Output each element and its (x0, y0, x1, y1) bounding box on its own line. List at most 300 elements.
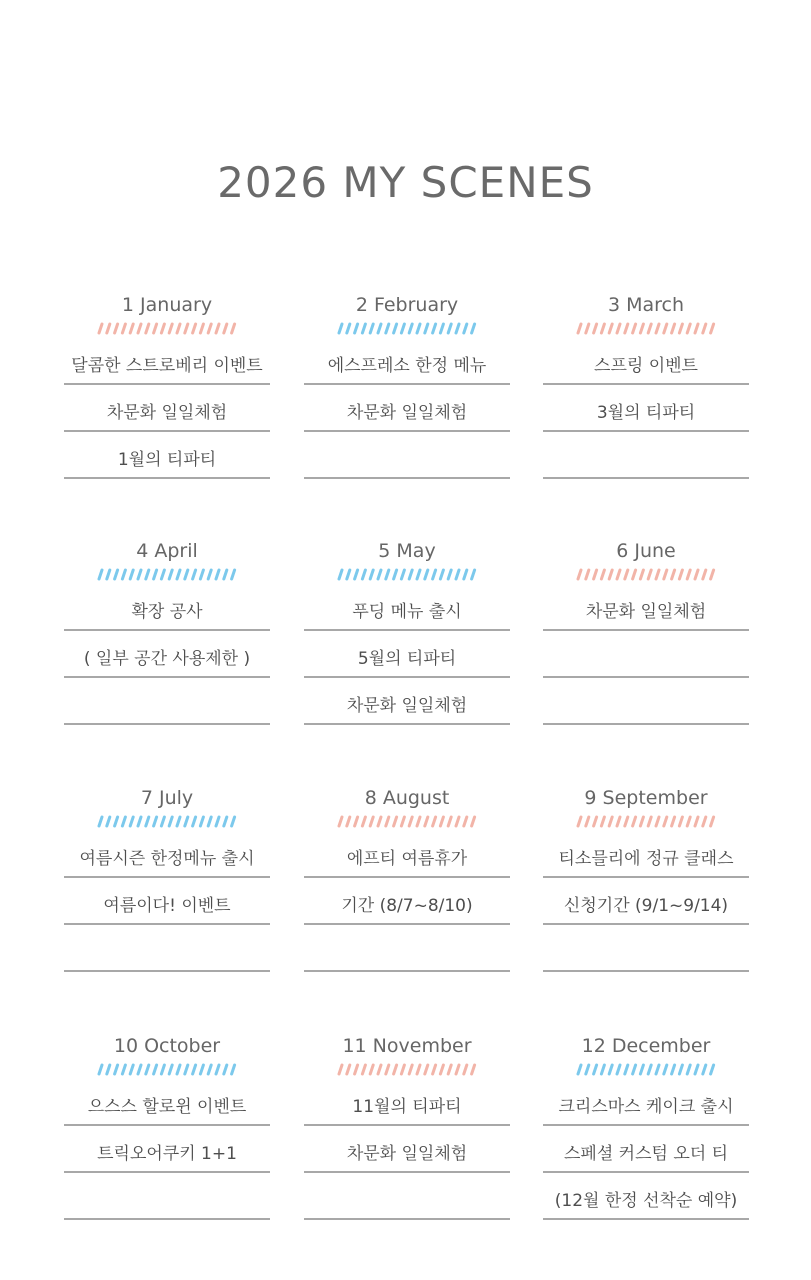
underline-dash (401, 570, 404, 579)
underline-dash (648, 1065, 651, 1074)
underline-dash (578, 817, 581, 826)
underline-dash (687, 324, 690, 333)
schedule-line (543, 432, 749, 479)
underline-dash (208, 1065, 211, 1074)
underline-dash (232, 1065, 235, 1074)
underline-dash (362, 1065, 365, 1074)
underline-dash (440, 570, 443, 579)
month-underline-dashes (96, 1063, 238, 1077)
underline-dash (464, 570, 467, 579)
underline-dash (339, 324, 342, 333)
schedule-item: 신청기간 (9/1~9/14) (563, 896, 729, 916)
schedule-line (543, 1126, 749, 1173)
underline-dash (401, 1065, 404, 1074)
schedule-item: 티소믈리에 정규 클래스 (558, 849, 734, 869)
underline-dash (594, 817, 597, 826)
underline-dash (115, 570, 118, 579)
underline-dash (200, 570, 203, 579)
underline-dash (448, 324, 451, 333)
underline-dash (472, 1065, 475, 1074)
schedule-line (304, 678, 510, 725)
schedule-line (64, 925, 270, 972)
underline-dash (386, 1065, 389, 1074)
underline-dash (99, 1065, 102, 1074)
underline-dash (695, 324, 698, 333)
underline-dash (425, 1065, 428, 1074)
underline-dash (440, 324, 443, 333)
month-title: 5 May (378, 540, 436, 562)
underline-dash (711, 817, 714, 826)
month-underline-dashes (575, 815, 717, 829)
month-block-9-september (543, 785, 749, 972)
month-block-3-march (543, 292, 749, 479)
underline-dash (472, 817, 475, 826)
underline-dash (464, 1065, 467, 1074)
month-title: 10 October (113, 1035, 221, 1057)
month-block-12-december (543, 1033, 749, 1220)
underline-dash (687, 817, 690, 826)
schedule-item: 차문화 일일체험 (346, 696, 468, 716)
underline-dash (370, 324, 373, 333)
month-underline-dashes (575, 322, 717, 336)
underline-dash (617, 817, 620, 826)
month-block-7-july (64, 785, 270, 972)
underline-dash (578, 1065, 581, 1074)
underline-dash (185, 817, 188, 826)
schedule-item: 스페셜 커스텀 오더 티 (563, 1144, 728, 1164)
schedule-item: 확장 공사 (131, 602, 203, 622)
month-underline-dashes (336, 815, 478, 829)
underline-dash (378, 324, 381, 333)
underline-dash (640, 324, 643, 333)
underline-dash (224, 1065, 227, 1074)
schedule-item: 여름이다! 이벤트 (103, 896, 231, 916)
underline-dash (232, 817, 235, 826)
underline-dash (648, 817, 651, 826)
month-title: 4 April (136, 540, 198, 562)
underline-dash (115, 324, 118, 333)
underline-dash (617, 570, 620, 579)
underline-dash (161, 1065, 164, 1074)
schedule-item: 트릭오어쿠키 1+1 (97, 1144, 237, 1164)
schedule-item: 차문화 일일체험 (585, 602, 707, 622)
underline-dash (200, 324, 203, 333)
underline-dash (122, 324, 125, 333)
underline-dash (417, 817, 420, 826)
underline-dash (216, 817, 219, 826)
schedule-line (64, 432, 270, 479)
underline-dash (664, 817, 667, 826)
schedule-item: 1월의 티파티 (117, 450, 217, 470)
underline-dash (394, 1065, 397, 1074)
underline-dash (224, 324, 227, 333)
schedule-line (64, 584, 270, 631)
schedule-line (543, 1173, 749, 1220)
schedule-line (304, 432, 510, 479)
month-underline-dashes (96, 322, 238, 336)
underline-dash (409, 1065, 412, 1074)
underline-dash (362, 817, 365, 826)
schedule-item: 푸딩 메뉴 출시 (352, 602, 462, 622)
schedule-item: 차문화 일일체험 (106, 403, 228, 423)
schedule-item: ( 일부 공간 사용제한 ) (83, 649, 251, 669)
underline-dash (695, 570, 698, 579)
schedule-lines (64, 338, 270, 479)
schedule-line (543, 678, 749, 725)
schedule-lines (304, 584, 510, 725)
schedule-line (543, 385, 749, 432)
underline-dash (386, 324, 389, 333)
underline-dash (115, 817, 118, 826)
underline-dash (200, 817, 203, 826)
underline-dash (216, 570, 219, 579)
underline-dash (130, 817, 133, 826)
underline-dash (617, 1065, 620, 1074)
underline-dash (370, 817, 373, 826)
underline-dash (633, 324, 636, 333)
underline-dash (456, 570, 459, 579)
underline-dash (687, 1065, 690, 1074)
month-title: 1 January (121, 294, 213, 316)
month-block-2-february (304, 292, 510, 479)
underline-dash (664, 570, 667, 579)
underline-dash (656, 1065, 659, 1074)
underline-dash (99, 570, 102, 579)
schedule-lines (543, 338, 749, 479)
underline-dash (177, 817, 180, 826)
underline-dash (378, 1065, 381, 1074)
underline-dash (679, 817, 682, 826)
underline-dash (711, 324, 714, 333)
underline-dash (601, 817, 604, 826)
underline-dash (169, 324, 172, 333)
underline-dash (417, 1065, 420, 1074)
underline-dash (208, 817, 211, 826)
underline-dash (394, 817, 397, 826)
underline-dash (648, 324, 651, 333)
schedule-lines (543, 1079, 749, 1220)
underline-dash (703, 570, 706, 579)
underline-dash (177, 324, 180, 333)
underline-dash (433, 324, 436, 333)
underline-dash (154, 1065, 157, 1074)
underline-dash (640, 817, 643, 826)
underline-dash (425, 817, 428, 826)
underline-dash (130, 1065, 133, 1074)
underline-dash (401, 817, 404, 826)
underline-dash (409, 817, 412, 826)
underline-dash (193, 817, 196, 826)
underline-dash (185, 570, 188, 579)
schedule-line (304, 831, 510, 878)
underline-dash (193, 324, 196, 333)
underline-dash (472, 570, 475, 579)
schedule-line (304, 925, 510, 972)
schedule-line (64, 1126, 270, 1173)
underline-dash (440, 1065, 443, 1074)
schedule-item: 3월의 티파티 (596, 403, 696, 423)
schedule-line (304, 631, 510, 678)
underline-dash (115, 1065, 118, 1074)
underline-dash (138, 324, 141, 333)
underline-dash (656, 570, 659, 579)
underline-dash (394, 324, 397, 333)
underline-dash (687, 570, 690, 579)
underline-dash (347, 570, 350, 579)
underline-dash (625, 570, 628, 579)
underline-dash (401, 324, 404, 333)
underline-dash (362, 324, 365, 333)
schedule-lines (64, 1079, 270, 1220)
month-underline-dashes (336, 1063, 478, 1077)
underline-dash (586, 570, 589, 579)
underline-dash (107, 324, 110, 333)
month-underline-dashes (96, 815, 238, 829)
underline-dash (107, 1065, 110, 1074)
underline-dash (99, 324, 102, 333)
underline-dash (672, 324, 675, 333)
underline-dash (208, 570, 211, 579)
underline-dash (130, 324, 133, 333)
underline-dash (578, 570, 581, 579)
underline-dash (640, 570, 643, 579)
schedule-line (543, 1079, 749, 1126)
underline-dash (679, 1065, 682, 1074)
month-underline-dashes (336, 322, 478, 336)
underline-dash (122, 570, 125, 579)
underline-dash (448, 1065, 451, 1074)
underline-dash (107, 817, 110, 826)
schedule-line (304, 1126, 510, 1173)
underline-dash (386, 570, 389, 579)
schedule-line (543, 584, 749, 631)
underline-dash (232, 324, 235, 333)
month-title: 11 November (342, 1035, 472, 1057)
underline-dash (601, 1065, 604, 1074)
underline-dash (633, 570, 636, 579)
schedule-line (543, 925, 749, 972)
month-title: 2 February (355, 294, 459, 316)
underline-dash (609, 324, 612, 333)
underline-dash (224, 817, 227, 826)
underline-dash (625, 324, 628, 333)
schedule-line (543, 631, 749, 678)
underline-dash (378, 817, 381, 826)
schedule-item: 에스프레소 한정 메뉴 (327, 356, 487, 376)
underline-dash (146, 324, 149, 333)
schedule-line (304, 584, 510, 631)
schedule-item: 기간 (8/7~8/10) (341, 896, 473, 916)
underline-dash (355, 324, 358, 333)
schedule-item: 달콤한 스트로베리 이벤트 (71, 356, 263, 376)
month-title: 12 December (581, 1035, 711, 1057)
schedule-lines (64, 584, 270, 725)
underline-dash (578, 324, 581, 333)
underline-dash (409, 570, 412, 579)
underline-dash (456, 324, 459, 333)
underline-dash (672, 817, 675, 826)
schedule-line (64, 878, 270, 925)
underline-dash (107, 570, 110, 579)
underline-dash (679, 324, 682, 333)
schedule-item: 여름시즌 한정메뉴 출시 (79, 849, 255, 869)
underline-dash (711, 1065, 714, 1074)
underline-dash (193, 570, 196, 579)
underline-dash (601, 324, 604, 333)
underline-dash (122, 1065, 125, 1074)
underline-dash (161, 817, 164, 826)
schedule-line (543, 831, 749, 878)
underline-dash (433, 817, 436, 826)
schedule-line (64, 631, 270, 678)
underline-dash (169, 1065, 172, 1074)
month-block-4-april (64, 538, 270, 725)
underline-dash (362, 570, 365, 579)
underline-dash (208, 324, 211, 333)
underline-dash (146, 1065, 149, 1074)
schedule-lines (543, 584, 749, 725)
underline-dash (177, 1065, 180, 1074)
underline-dash (448, 817, 451, 826)
underline-dash (161, 570, 164, 579)
underline-dash (656, 817, 659, 826)
month-underline-dashes (575, 1063, 717, 1077)
underline-dash (347, 817, 350, 826)
underline-dash (664, 324, 667, 333)
schedule-lines (64, 831, 270, 972)
underline-dash (594, 570, 597, 579)
underline-dash (586, 324, 589, 333)
underline-dash (711, 570, 714, 579)
underline-dash (386, 817, 389, 826)
underline-dash (664, 1065, 667, 1074)
month-underline-dashes (336, 568, 478, 582)
underline-dash (161, 324, 164, 333)
underline-dash (648, 570, 651, 579)
schedule-lines (304, 1079, 510, 1220)
underline-dash (472, 324, 475, 333)
schedule-item: 으스스 할로윈 이벤트 (87, 1097, 247, 1117)
underline-dash (99, 817, 102, 826)
underline-dash (154, 817, 157, 826)
schedule-line (543, 338, 749, 385)
underline-dash (216, 324, 219, 333)
underline-dash (339, 1065, 342, 1074)
underline-dash (703, 817, 706, 826)
underline-dash (146, 570, 149, 579)
underline-dash (425, 570, 428, 579)
schedule-line (304, 1173, 510, 1220)
underline-dash (703, 1065, 706, 1074)
schedule-item: 스프링 이벤트 (594, 356, 698, 376)
underline-dash (695, 1065, 698, 1074)
underline-dash (138, 570, 141, 579)
underline-dash (370, 570, 373, 579)
month-title: 7 July (140, 787, 194, 809)
underline-dash (586, 1065, 589, 1074)
month-underline-dashes (575, 568, 717, 582)
underline-dash (138, 817, 141, 826)
underline-dash (425, 324, 428, 333)
schedule-line (304, 1079, 510, 1126)
underline-dash (601, 570, 604, 579)
underline-dash (378, 570, 381, 579)
underline-dash (409, 324, 412, 333)
underline-dash (216, 1065, 219, 1074)
schedule-line (64, 1079, 270, 1126)
schedule-line (64, 831, 270, 878)
schedule-lines (304, 338, 510, 479)
underline-dash (586, 817, 589, 826)
schedule-line (64, 678, 270, 725)
underline-dash (169, 817, 172, 826)
underline-dash (177, 570, 180, 579)
underline-dash (656, 324, 659, 333)
schedule-item: (12월 한정 선착순 예약) (554, 1191, 738, 1211)
underline-dash (703, 324, 706, 333)
underline-dash (594, 324, 597, 333)
underline-dash (456, 817, 459, 826)
underline-dash (672, 570, 675, 579)
schedule-item: 차문화 일일체험 (346, 1144, 468, 1164)
month-block-5-may (304, 538, 510, 725)
underline-dash (200, 1065, 203, 1074)
month-block-6-june (543, 538, 749, 725)
underline-dash (154, 570, 157, 579)
underline-dash (355, 817, 358, 826)
underline-dash (355, 570, 358, 579)
schedule-line (304, 338, 510, 385)
month-block-11-november (304, 1033, 510, 1220)
underline-dash (625, 817, 628, 826)
underline-dash (347, 324, 350, 333)
month-block-8-august (304, 785, 510, 972)
month-block-10-october (64, 1033, 270, 1220)
underline-dash (433, 570, 436, 579)
schedule-lines (304, 831, 510, 972)
month-title: 6 June (616, 540, 676, 562)
underline-dash (640, 1065, 643, 1074)
underline-dash (609, 1065, 612, 1074)
underline-dash (609, 817, 612, 826)
month-title: 8 August (364, 787, 450, 809)
underline-dash (433, 1065, 436, 1074)
underline-dash (154, 324, 157, 333)
underline-dash (146, 817, 149, 826)
underline-dash (232, 570, 235, 579)
underline-dash (464, 324, 467, 333)
underline-dash (339, 570, 342, 579)
underline-dash (448, 570, 451, 579)
underline-dash (370, 1065, 373, 1074)
underline-dash (138, 1065, 141, 1074)
underline-dash (594, 1065, 597, 1074)
schedule-line (304, 385, 510, 432)
underline-dash (456, 1065, 459, 1074)
underline-dash (625, 1065, 628, 1074)
underline-dash (185, 324, 188, 333)
underline-dash (347, 1065, 350, 1074)
underline-dash (339, 817, 342, 826)
underline-dash (633, 817, 636, 826)
month-title: 3 March (607, 294, 685, 316)
schedule-item: 차문화 일일체험 (346, 403, 468, 423)
underline-dash (440, 817, 443, 826)
schedule-lines (543, 831, 749, 972)
schedule-line (304, 878, 510, 925)
underline-dash (672, 1065, 675, 1074)
underline-dash (617, 324, 620, 333)
